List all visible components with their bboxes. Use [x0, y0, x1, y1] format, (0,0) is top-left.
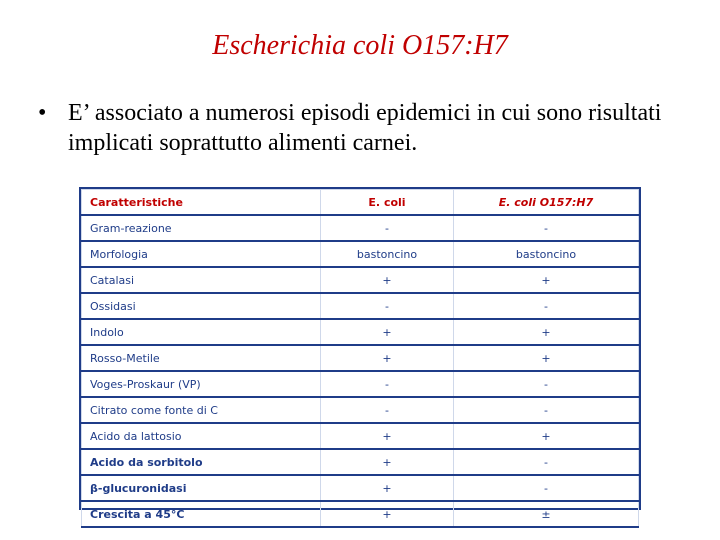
row-label: Morfologia: [82, 241, 321, 267]
row-label: Citrato come fonte di C: [82, 397, 321, 423]
row-label: Catalasi: [82, 267, 321, 293]
cell-e-coli: +: [321, 475, 454, 501]
table-row: [82, 215, 639, 241]
cell-e-coli: +: [321, 423, 454, 449]
cell-e-coli: -: [321, 397, 454, 423]
cell-e-coli-o157: +: [454, 423, 639, 449]
row-label: Gram-reazione: [82, 215, 321, 241]
cell-e-coli: -: [321, 293, 454, 319]
row-label: Crescita a 45°C: [82, 501, 321, 527]
cell-e-coli: +: [321, 319, 454, 345]
characteristics-table: [79, 187, 641, 521]
cell-e-coli: +: [321, 345, 454, 371]
row-label: Ossidasi: [82, 293, 321, 319]
table-row: [82, 397, 639, 423]
table-row: [82, 371, 639, 397]
bullet-item: [38, 98, 678, 158]
cell-e-coli: +: [321, 449, 454, 475]
table-row: [82, 449, 639, 475]
row-label: Voges-Proskaur (VP): [82, 371, 321, 397]
cell-e-coli: +: [321, 267, 454, 293]
table-row: [82, 475, 639, 501]
cell-e-coli-o157: -: [454, 475, 639, 501]
cell-e-coli-o157: -: [454, 371, 639, 397]
table-row: [82, 241, 639, 267]
cell-e-coli-o157: +: [454, 267, 639, 293]
cell-e-coli: -: [321, 215, 454, 241]
table-row: [82, 267, 639, 293]
table-row: [82, 319, 639, 345]
table-header-row: [82, 190, 639, 216]
cell-e-coli-o157: -: [454, 215, 639, 241]
header-characteristics: Caratteristiche: [82, 190, 321, 216]
row-label: β-glucuronidasi: [82, 475, 321, 501]
cell-e-coli-o157: -: [454, 397, 639, 423]
cell-e-coli-o157: bastoncino: [454, 241, 639, 267]
row-label: Rosso-Metile: [82, 345, 321, 371]
table-row: [82, 293, 639, 319]
cell-e-coli-o157: +: [454, 319, 639, 345]
bullet-icon: •: [38, 100, 47, 126]
row-label: Indolo: [82, 319, 321, 345]
cell-e-coli-o157: +: [454, 345, 639, 371]
cell-e-coli-o157: -: [454, 293, 639, 319]
cell-e-coli: +: [321, 501, 454, 527]
bullet-text: E’ associato a numerosi episodi epidemici in cui sono risultati implicati soprattutto alimenti carnei.: [68, 100, 662, 156]
cell-e-coli-o157: ±: [454, 501, 639, 527]
header-e-coli-o157: E. coli O157:H7: [454, 190, 639, 216]
row-label: Acido da lattosio: [82, 423, 321, 449]
header-e-coli: E. coli: [321, 190, 454, 216]
table-row: [82, 423, 639, 449]
cell-e-coli-o157: -: [454, 449, 639, 475]
cell-e-coli: bastoncino: [321, 241, 454, 267]
table-row: [82, 345, 639, 371]
table-row: [82, 501, 639, 527]
cell-e-coli: -: [321, 371, 454, 397]
slide-title: Escherichia coli O157:H7: [212, 30, 508, 61]
row-label: Acido da sorbitolo: [82, 449, 321, 475]
